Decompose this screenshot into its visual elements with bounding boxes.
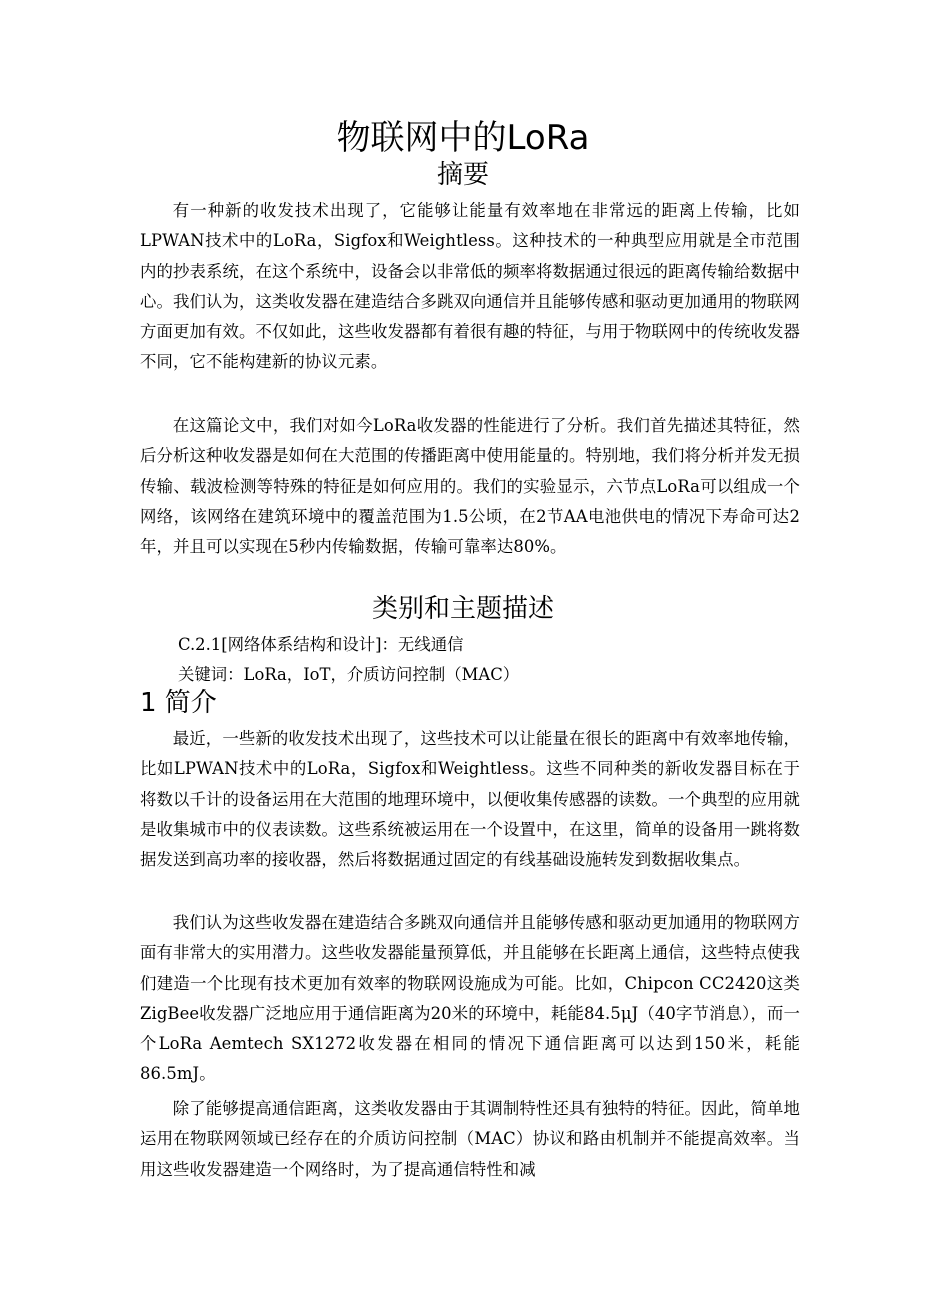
keywords-line: 关键词：LoRa，IoT，介质访问控制（MAC） [178,665,520,684]
document-title: 物联网中的LoRa [336,118,590,158]
ccs-classification: C.2.1[网络体系结构和设计]：无线通信 [178,635,464,654]
abstract-paragraph-1: 有一种新的收发技术出现了，它能够让能量有效率地在非常远的距离上传输，比如LPWAN技术中的LoRa，Sigfox和Weightless。这种技术的一种典型应用就是全市范围内的抄表系统，在这个系统中，设备会以非常低的频率将数据通过很远的距离传输给数据中心。我们认为，这类收发器在建造结合多跳双向通信并且能够传感和驱动更加通用的物联网方面更加有效。不仅如此，这些收发器都有着很有趣的特征，与用于物联网中的传统收发器不同，它不能构建新的协议元素。 [140,201,800,372]
introduction-paragraph-3: 除了能够提高通信距离，这类收发器由于其调制特性还具有独特的特征。因此，简单地运用在物联网领域已经存在的介质访问控制（MAC）协议和路由机制并不能提高效率。当用这些收发器建造一个网络时，为了提高通信特性和减 [140,1099,800,1179]
introduction-paragraph-1: 最近，一些新的收发技术出现了，这些技术可以让能量在很长的距离中有效率地传输，比如LPWAN技术中的LoRa，Sigfox和Weightless。这些不同种类的新收发器目标在于将数以千计的设备运用在大范围的地理环境中，以便收集传感器的读数。一个典型的应用就是收集城市中的仪表读数。这些系统被运用在一个设置中，在这里，简单的设备用一跳将数据发送到高功率的接收器，然后将数据通过固定的有线基础设施转发到数据收集点。 [140,729,800,870]
introduction-paragraph-2: 我们认为这些收发器在建造结合多跳双向通信并且能够传感和驱动更加通用的物联网方面有非常大的实用潜力。这些收发器能量预算低，并且能够在长距离上通信，这些特点使我们建造一个比现有技术更加有效率的物联网设施成为可能。比如，Chipcon CC2420这类ZigBee收发器广泛地应用于通信距离为20米的环境中，耗能84.5μJ（40字节消息），而一个LoRa Aemtech SX1272收发器在相同的情况下通信距离可以达到150米，耗能86.5mJ。 [140,913,800,1084]
abstract-paragraph-2: 在这篇论文中，我们对如今LoRa收发器的性能进行了分析。我们首先描述其特征，然后分析这种收发器是如何在大范围的传播距离中使用能量的。特别地，我们将分析并发无损传输、载波检测等特殊的特征是如何应用的。我们的实验显示，六节点LoRa可以组成一个网络，该网络在建筑环境中的覆盖范围为1.5公顷，在2节AA电池供电的情况下寿命可达2年，并且可以实现在5秒内传输数据，传输可靠率达80%。 [140,416,800,557]
introduction-heading: 1 简介 [140,688,217,718]
categories-heading: 类别和主题描述 [371,594,554,624]
abstract-heading: 摘要 [436,160,489,190]
